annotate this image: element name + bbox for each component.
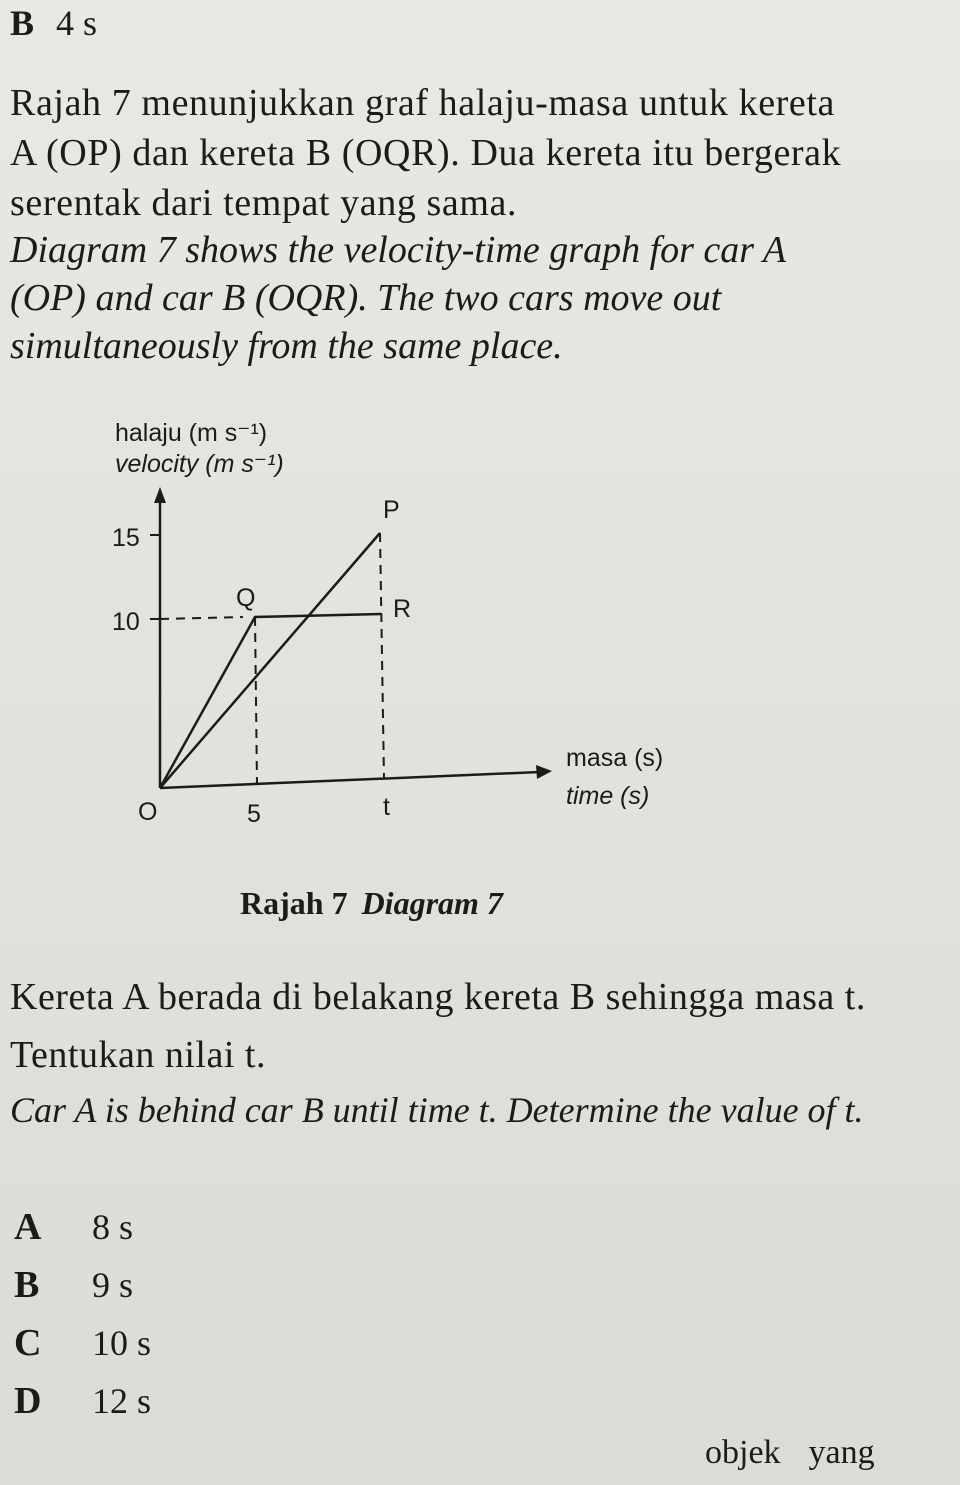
caption-english: Diagram 7 <box>361 885 503 921</box>
option-c[interactable] <box>14 1314 151 1372</box>
x-tick-label-5: 5 <box>247 800 261 828</box>
y-axis-label-english: velocity (m s⁻¹) <box>115 450 284 478</box>
option-b[interactable] <box>14 1256 151 1314</box>
guide-dashed-10 <box>160 617 243 619</box>
y-axis-arrowhead <box>154 487 166 503</box>
intro-english: Diagram 7 shows the velocity-time graph for car A (OP) and car B (OQR). The two cars move out simultaneously from the same place. <box>10 229 786 367</box>
y-tick-label-15: 15 <box>112 524 140 552</box>
guide-dashed-xt <box>380 533 384 779</box>
question-malay: Kereta A berada di belakang kereta B sehingga masa t. Tentukan nilai t. <box>10 976 866 1076</box>
x-axis-label-malay: masa (s) <box>566 744 664 772</box>
option-letter: A <box>14 1206 42 1248</box>
option-text: 8 s <box>92 1207 134 1247</box>
footer-word: objek <box>705 1434 781 1471</box>
previous-answer-value: 4 s <box>56 3 98 43</box>
answer-options <box>14 1198 151 1430</box>
y-axis-label-malay: halaju (m s⁻¹) <box>115 419 268 447</box>
option-letter: B <box>14 1264 40 1306</box>
x-axis-arrowhead <box>536 765 552 779</box>
diagram-caption <box>240 885 503 922</box>
x-axis <box>160 772 540 788</box>
point-label-Q: Q <box>236 584 256 612</box>
series-line-OQR <box>160 614 381 788</box>
cut-off-next-text <box>705 1434 903 1472</box>
x-axis-label-english: time (s) <box>566 782 650 810</box>
previous-answer-letter: B <box>10 3 35 43</box>
series-line-OP <box>160 533 380 788</box>
option-a[interactable] <box>14 1198 151 1256</box>
footer-word: yang <box>808 1434 875 1471</box>
x-tick-label-t: t <box>383 793 390 821</box>
option-letter: C <box>14 1322 42 1364</box>
option-text: 12 s <box>92 1381 152 1421</box>
origin-label: O <box>138 798 158 826</box>
point-label-R: R <box>393 595 412 623</box>
y-tick-label-10: 10 <box>112 608 140 636</box>
option-text: 10 s <box>92 1323 152 1363</box>
intro-malay: Rajah 7 menunjukkan graf halaju-masa untuk kereta A (OP) dan kereta B (OQR). Dua kereta itu bergerak serentak dari tempat yang sama. <box>10 82 842 224</box>
option-text: 9 s <box>92 1265 134 1305</box>
question-english: Car A is behind car B until time t. Determine the value of t. <box>10 1090 864 1130</box>
caption-malay: Rajah 7 <box>240 885 348 921</box>
guide-dashed-x5 <box>255 617 257 784</box>
option-d[interactable] <box>14 1372 151 1430</box>
point-label-P: P <box>383 496 400 524</box>
option-letter: D <box>14 1380 42 1422</box>
